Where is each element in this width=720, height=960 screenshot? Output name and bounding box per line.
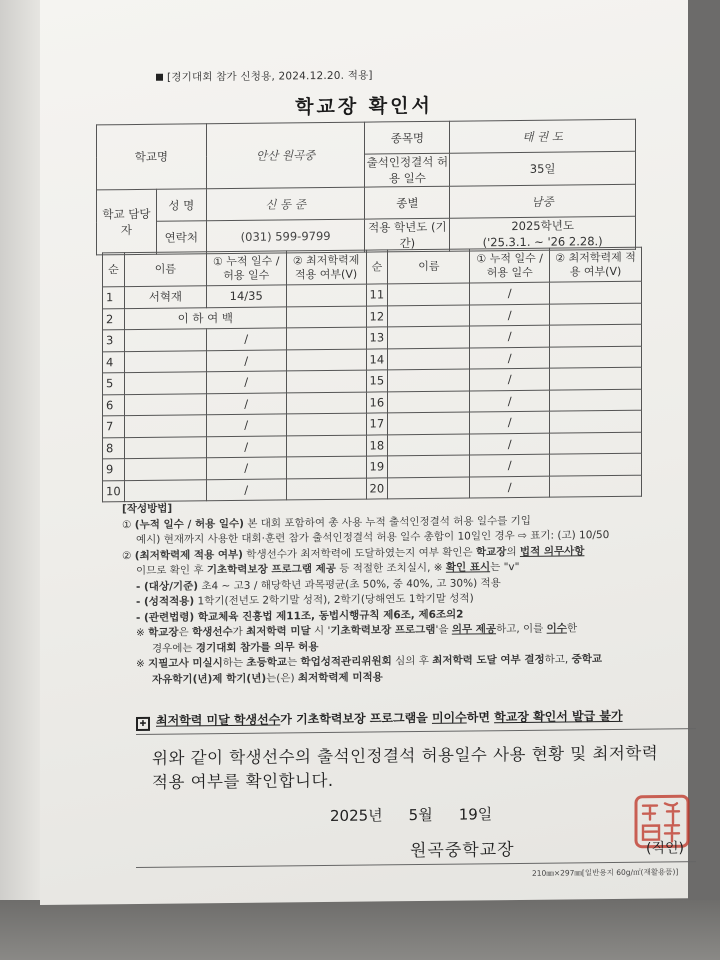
row-days: / xyxy=(206,457,286,479)
roster-table xyxy=(102,247,642,503)
statement-line-1: 위와 같이 학생선수의 출석인정결석 허용일수 사용 현황 및 최저학력 xyxy=(152,743,659,768)
row-check xyxy=(286,306,366,328)
row-check xyxy=(286,327,366,349)
row-check xyxy=(550,367,642,389)
row-number: 14 xyxy=(366,348,388,370)
row-days: / xyxy=(470,390,550,412)
remark-2-c: 하는 xyxy=(222,656,247,670)
form-header xyxy=(156,68,373,85)
gender-value: 남중 xyxy=(450,184,636,218)
remark-2-g: 심의 후 xyxy=(391,654,433,668)
note-2-text2: 의 xyxy=(506,545,520,558)
remark-1-line2b: 경기대회 참가를 의무 허용 xyxy=(195,640,319,654)
info-table xyxy=(96,119,636,256)
row-name xyxy=(388,326,470,348)
note-1-text: 본 대회 포함하여 총 사용 누적 출석인정결석 허용 일수를 기입 xyxy=(243,514,531,530)
sport-label: 종목명 xyxy=(365,121,450,154)
row-number: 1 xyxy=(103,287,125,309)
remark-1-g: 시 ' xyxy=(310,624,331,638)
square-bullet-icon xyxy=(156,74,163,81)
row-name xyxy=(388,433,470,455)
row-days: / xyxy=(206,349,286,371)
header-check: ② 최저학력제 적용 여부(V) xyxy=(286,250,366,285)
header-name: 이름 xyxy=(124,252,206,287)
remark-1-b: 학교장 xyxy=(148,626,179,639)
year-value xyxy=(450,216,636,251)
background-bottom xyxy=(0,900,720,960)
row-check xyxy=(550,432,642,454)
roster-header-row xyxy=(103,247,642,287)
row-days: / xyxy=(470,304,550,326)
row-check xyxy=(286,349,366,371)
name-label: 성 명 xyxy=(156,189,206,222)
row-check xyxy=(550,303,642,325)
remark-1-j: 의무 제공 xyxy=(451,623,497,636)
warning-g: 학교장 확인서 발급 불가 xyxy=(494,708,623,725)
row-check xyxy=(550,281,642,303)
row-name xyxy=(124,458,206,480)
row-days: / xyxy=(206,392,286,414)
detail-target-text: 초4 ~ 고3 / 해당학년 과목평균(초 50%, 중 40%, 고 30%) 적용 xyxy=(198,576,501,592)
document-title: 학교장 확인서 xyxy=(295,94,433,119)
warning-c: 기초학력보장 프로그램 xyxy=(296,711,417,727)
row-number: 13 xyxy=(366,327,388,349)
date-day: 19일 xyxy=(458,805,493,824)
note-2-bold3: 법적 의무사항 xyxy=(519,544,585,558)
row-name xyxy=(124,436,206,458)
remark-2-d: 초등학교 xyxy=(246,656,287,669)
remark-1-d: 학생선수 xyxy=(192,625,233,639)
remark-1-h: 기초학력보장 프로그램 xyxy=(330,623,436,637)
remark-2-line2c: 최저학력제 미적용 xyxy=(297,670,383,684)
heading-text: [작성방법] xyxy=(122,502,173,516)
row-check xyxy=(550,475,642,497)
row-days: / xyxy=(206,414,286,436)
row-name xyxy=(388,476,470,498)
row-number: 2 xyxy=(103,308,125,330)
row-name xyxy=(388,455,470,477)
date-month: 5월 xyxy=(408,805,433,825)
principal-name: 원곡중학교장 xyxy=(410,840,515,862)
date-year: 2025년 xyxy=(330,806,383,825)
row-number: 11 xyxy=(366,284,388,306)
row-name: 서혁재 xyxy=(124,286,206,308)
gender-label: 종별 xyxy=(365,186,450,219)
note-1-bold: (누적 일수 / 허용 일수) xyxy=(134,517,244,531)
note-2-line2e: 는 "v" xyxy=(490,560,520,574)
row-name xyxy=(124,393,206,415)
remark-2-a: ※ xyxy=(136,657,149,670)
manager-label: 학교 담당자 xyxy=(97,189,157,255)
note-2-num: ② xyxy=(122,549,132,562)
row-days: / xyxy=(206,328,286,350)
row-number: 15 xyxy=(366,370,388,392)
warning-b: 가 xyxy=(280,712,297,727)
header-name: 이름 xyxy=(388,249,470,284)
remark-1-c: 은 xyxy=(178,626,193,639)
remark-2-f: 학업성적관리위원회 xyxy=(300,655,392,669)
row-days: / xyxy=(206,435,286,457)
note-2-bold2: 학교장 xyxy=(476,545,507,558)
row-days: / xyxy=(206,478,286,500)
note-2-line2b: 기초학력보장 프로그램 제공 xyxy=(206,562,336,577)
header-no: 순 xyxy=(366,250,388,284)
row-number: 3 xyxy=(103,330,125,352)
row-check xyxy=(286,392,366,414)
row-days: / xyxy=(470,368,550,390)
remark-2-line2a: 자유학기(년)제 학기(년) xyxy=(152,672,267,686)
confirmation-statement xyxy=(152,741,692,795)
seal-label: (직인) xyxy=(646,840,684,857)
row-check xyxy=(286,435,366,457)
row-days: / xyxy=(470,454,550,476)
note-2-line2a: 이므로 확인 후 xyxy=(136,564,207,577)
row-name xyxy=(124,372,206,394)
row-check xyxy=(286,370,366,392)
statement-line-2: 적용 여부를 확인합니다. xyxy=(152,770,334,792)
row-days: / xyxy=(470,347,550,369)
row-number: 17 xyxy=(366,413,388,435)
row-check xyxy=(286,413,366,435)
detail-laws-text: 학교체육 진흥법 제11조, 동법시행규칙 제6조, 제6조의2 xyxy=(194,608,464,623)
remark-2-line2b: 는(은) xyxy=(266,671,298,685)
row-days: / xyxy=(470,325,550,347)
row-number: 9 xyxy=(103,459,125,481)
paper-spec: 210㎜×297㎜[일반용지 60g/㎡(재활용품)] xyxy=(532,867,679,878)
warning-f: 하면 xyxy=(466,710,495,725)
issue-date xyxy=(330,803,492,826)
row-days: / xyxy=(470,411,550,433)
header-days: ① 누적 일수 / 허용 일수 xyxy=(206,251,286,286)
remark-2-j: 중학교 xyxy=(571,653,603,666)
row-check xyxy=(286,284,366,306)
note-1-num: ① xyxy=(122,518,132,531)
sport-value: 태 권 도 xyxy=(450,119,636,153)
allowed-days-label: 출석인정결석 허용 일수 xyxy=(366,154,449,186)
row-days: / xyxy=(470,433,550,455)
remark-2-i: 하고, xyxy=(544,653,572,666)
row-number: 7 xyxy=(103,416,125,438)
row-name xyxy=(124,415,206,437)
row-check xyxy=(286,478,366,500)
detail-laws-bold: - (관련법령) xyxy=(136,610,195,624)
row-days: / xyxy=(470,282,550,304)
remark-2-b: 지필고사 미실시 xyxy=(148,657,223,670)
note-2-line2d: 확인 표시 xyxy=(445,561,491,574)
remark-1-i: '을 xyxy=(435,623,452,636)
row-name xyxy=(388,283,470,305)
name-value: 신 동 준 xyxy=(206,187,365,221)
remark-1-k: 하고, 이를 xyxy=(496,622,547,636)
header-check: ② 최저학력제 적용 여부(V) xyxy=(550,247,642,282)
row-number: 10 xyxy=(103,480,125,502)
row-name xyxy=(388,369,470,391)
remark-2-h: 최저학력 도달 여부 결정 xyxy=(432,653,545,667)
contact-value: (031) 599-9799 xyxy=(206,219,365,254)
allowed-days-value: 35일 xyxy=(450,151,636,186)
row-name: 이 하 여 백 xyxy=(124,306,286,329)
remark-1-l: 이수 xyxy=(546,622,567,635)
row-check xyxy=(550,346,642,368)
remark-1-f: 최저학력 미달 xyxy=(246,625,311,638)
row-name xyxy=(388,304,470,326)
header-no: 순 xyxy=(103,253,125,287)
remark-1-m: 한 xyxy=(566,622,578,635)
row-check xyxy=(550,410,642,432)
warning-e: 미이수 xyxy=(431,710,467,725)
row-number: 19 xyxy=(366,456,388,478)
row-name xyxy=(124,350,206,372)
roster-body xyxy=(103,247,642,502)
warning-a: 최저학력 미달 학생선수 xyxy=(156,712,281,728)
row-number: 12 xyxy=(366,305,388,327)
detail-grades-bold: - (성적적용) xyxy=(136,595,195,608)
remark-1-e: 가 xyxy=(232,625,247,638)
warning-box-icon: ✚ xyxy=(136,717,150,731)
row-days: / xyxy=(470,476,550,498)
row-check xyxy=(286,456,366,478)
row-name xyxy=(124,329,206,351)
row-number: 20 xyxy=(366,477,388,499)
school-value: 안산 원곡중 xyxy=(206,122,365,189)
note-1-example: 예시) 현재까지 사용한 대회·훈련 참가 출석인정결석 허용 일수 총합이 10일인 경우 ⇨ 표기: (고) 10/50 xyxy=(136,529,610,546)
row-name xyxy=(388,347,470,369)
school-label: 학교명 xyxy=(97,124,207,190)
remark-1-line2a: 경우에는 xyxy=(152,641,196,655)
year-value-1: 2025학년도 xyxy=(511,218,574,234)
warning-d: 을 xyxy=(416,710,432,726)
header-days: ① 누적 일수 / 허용 일수 xyxy=(470,248,550,283)
year-value-2: ('25.3.1. ~ '26 2.28.) xyxy=(482,234,603,250)
detail-grades-text: 1학기(전년도 2학기말 성적), 2학기(당해연도 1학기말 성적) xyxy=(194,592,474,608)
row-number: 8 xyxy=(103,437,125,459)
remark-2-e: 는 xyxy=(287,656,301,669)
row-number: 18 xyxy=(366,434,388,456)
note-2-text: 학생선수가 최저학력에 도달하였는지 여부 확인은 xyxy=(242,545,476,561)
header-text: [경기대회 참가 신청용, 2024.12.20. 적용] xyxy=(167,69,373,84)
remark-1-a: ※ xyxy=(136,626,149,639)
row-check xyxy=(550,324,642,346)
contact-label: 연락처 xyxy=(156,221,206,255)
row-days: / xyxy=(206,371,286,393)
document-page xyxy=(40,0,688,905)
warning-line xyxy=(136,707,623,731)
row-check xyxy=(550,389,642,411)
row-name xyxy=(124,479,206,501)
detail-target-bold: - (대상/기준) xyxy=(136,579,199,593)
note-2-line2c: 등 적절한 조치실시, ※ xyxy=(335,561,446,575)
row-number: 16 xyxy=(366,391,388,413)
row-number: 6 xyxy=(103,394,125,416)
row-number: 4 xyxy=(103,351,125,373)
row-days: 14/35 xyxy=(206,285,286,307)
note-2-bold: (최저학력제 적용 여부) xyxy=(134,548,243,562)
year-label: 적용 학년도 (기간) xyxy=(365,218,450,252)
row-name xyxy=(388,390,470,412)
row-number: 5 xyxy=(103,373,125,395)
row-check xyxy=(550,453,642,475)
row-name xyxy=(388,412,470,434)
instructions xyxy=(122,496,692,688)
